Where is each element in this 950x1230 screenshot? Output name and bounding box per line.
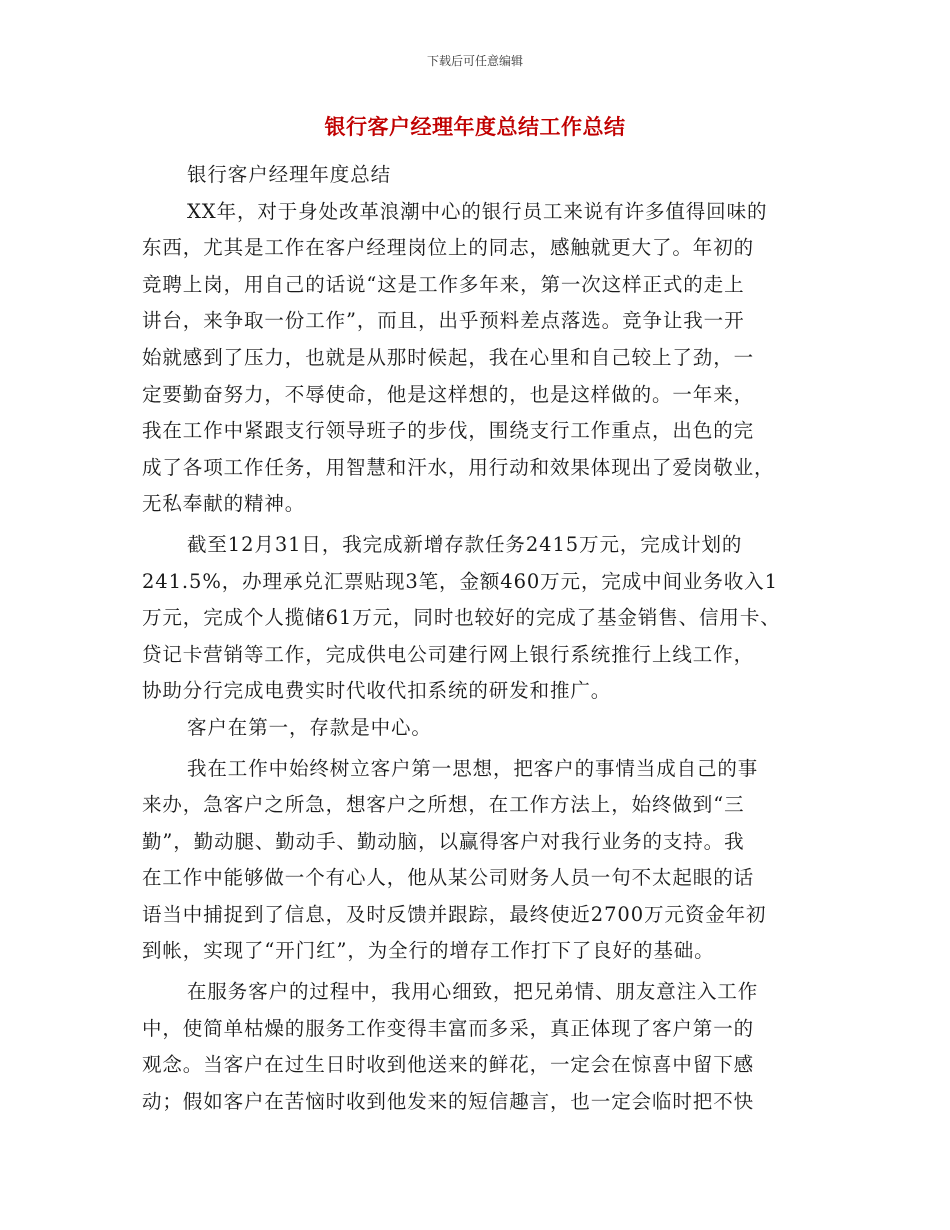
text-line: 无私奉献的精神。 — [142, 492, 306, 516]
text-line: 241.5%，办理承兑汇票贴现3笔，金额460万元，完成中间业务收入1 — [142, 569, 778, 593]
text-line: 讲台，来争取一份工作”，而且，出乎预料差点落选。竞争让我一开 — [142, 309, 745, 333]
text-line: 到帐，实现了“开门红”，为全行的增存工作打下了良好的基础。 — [142, 939, 715, 963]
text-line: 定要勤奋努力，不辱使命，他是这样想的，也是这样做的。一年来， — [142, 382, 755, 406]
text-line: 中，使简单枯燥的服务工作变得丰富而多采，真正体现了客户第一的 — [142, 1016, 755, 1040]
text-line: 客户在第一，存款是中心。 — [187, 715, 432, 739]
text-line: 来办，急客户之所急，想客户之所想，在工作方法上，始终做到“三 — [142, 793, 745, 817]
text-line: 银行客户经理年度总结 — [187, 163, 392, 186]
text-line: 我在工作中紧跟支行领导班子的步伐，围绕支行工作重点，出色的完 — [142, 419, 755, 443]
paragraph — [142, 194, 814, 523]
text-line: 截至12月31日，我完成新增存款任务2415万元，完成计划的 — [187, 532, 743, 556]
paragraph — [142, 527, 814, 710]
text-line: 东西，尤其是工作在客户经理岗位上的同志，感触就更大了。年初的 — [142, 236, 755, 260]
text-line: 成了各项工作任务，用智慧和汗水，用行动和效果体现出了爱岗敬业， — [142, 455, 775, 479]
paragraph — [142, 751, 814, 971]
text-line: 贷记卡营销等工作，完成供电公司建行网上银行系统推行上线工作， — [142, 642, 755, 666]
text-line: 协助分行完成电费实时代收代扣系统的研发和推广。 — [142, 679, 612, 703]
text-line: 在工作中能够做一个有心人，他从某公司财务人员一句不太起眼的话 — [142, 866, 755, 890]
header-note: 下载后可任意编辑 — [426, 54, 523, 68]
paragraph — [142, 157, 814, 194]
text-line: 勤”，勤动腿、勤动手、勤动脑，以赢得客户对我行业务的支持。我 — [142, 829, 745, 853]
paragraph — [142, 710, 814, 747]
text-line: 在服务客户的过程中，我用心细致，把兄弟情、朋友意注入工作 — [187, 980, 759, 1004]
document-title: 银行客户经理年度总结工作总结 — [324, 114, 626, 139]
text-line: 语当中捕捉到了信息，及时反馈并跟踪，最终使近2700万元资金年初 — [142, 902, 767, 926]
paragraph — [142, 974, 814, 1120]
text-line: 始就感到了压力，也就是从那时候起，我在心里和自己较上了劲，一 — [142, 345, 755, 369]
text-line: 竞聘上岗，用自己的话说“这是工作多年来，第一次这样正式的走上 — [142, 272, 745, 296]
document-body — [142, 157, 814, 1120]
text-line: 观念。当客户在过生日时收到他送来的鲜花，一定会在惊喜中留下感 — [142, 1053, 755, 1077]
text-line: 动；假如客户在苦恼时收到他发来的短信趣言，也一定会临时把不快 — [142, 1089, 755, 1113]
text-line: XX年，对于身处改革浪潮中心的银行员工来说有许多值得回味的 — [187, 199, 768, 223]
text-line: 万元，完成个人揽储61万元，同时也较好的完成了基金销售、信用卡、 — [142, 606, 781, 630]
text-line: 我在工作中始终树立客户第一思想，把客户的事情当成自己的事 — [187, 756, 759, 780]
